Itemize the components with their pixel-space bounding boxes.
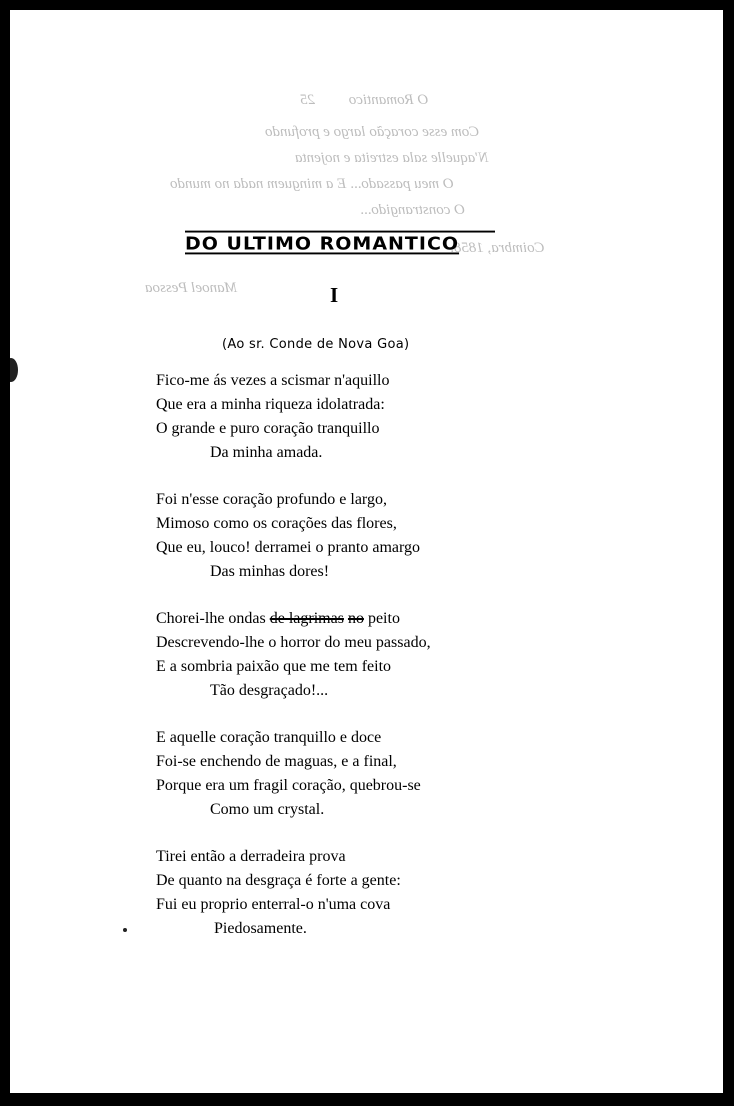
verse-text: Chorei-lhe ondas: [156, 610, 270, 627]
verse-line: Da minha amada.: [210, 444, 323, 461]
verse-text: peito: [363, 610, 400, 627]
verse-line: [156, 607, 616, 631]
verse-line: Fui eu proprio enterral-o n'uma cova: [156, 896, 391, 913]
stanza: [156, 845, 616, 941]
poem-body: [156, 369, 616, 964]
section-numeral: I: [330, 283, 339, 307]
verse-line: O grande e puro coração tranquillo: [156, 420, 380, 437]
verse-line: Descrevendo-lhe o horror do meu passado,: [156, 634, 431, 651]
verse-line: Fico-me ás vezes a scismar n'aquillo: [156, 372, 390, 389]
show-through-text: O Romantico 25 Com esse coração largo e profundo N'aquelle sala estreita e nojenta O meu passado... E a minguem nada no mundo O constrangido... Coimbra, 1858. Manoel Pessoa: [145, 92, 545, 296]
struck-text: no: [347, 610, 364, 627]
verse-line: Que era a minha riqueza idolatrada:: [156, 396, 385, 413]
verse-line: Foi n'esse coração profundo e largo,: [156, 491, 387, 508]
verse-line: E a sombria paixão que me tem feito: [156, 658, 392, 675]
book-page: [10, 10, 723, 1093]
verse-line: Foi-se enchendo de maguas, e a final,: [156, 753, 397, 770]
verse-line: Piedosamente.: [214, 920, 307, 937]
verse-line: Como um crystal.: [210, 801, 325, 818]
stanza: [156, 726, 616, 822]
struck-text: de lagrimas: [269, 610, 344, 627]
dedication: (Ao sr. Conde de Nova Goa): [222, 337, 410, 352]
stanza: [156, 369, 616, 465]
verse-line: Tirei então a derradeira prova: [156, 848, 346, 865]
stanza: [156, 607, 616, 703]
stanza: [156, 488, 616, 584]
verse-line: E aquelle coração tranquillo e doce: [156, 729, 382, 746]
verse-line: Porque era um fragil coração, quebrou-se: [156, 777, 421, 794]
verse-line: Mimoso como os corações das flores,: [156, 515, 397, 532]
ink-blot: [10, 358, 18, 382]
verse-line: Que eu, louco! derramei o pranto amargo: [156, 539, 421, 556]
ink-speck: [123, 928, 127, 932]
verse-line: Tão desgraçado!...: [210, 682, 329, 699]
verse-line: De quanto na desgraça é forte a gente:: [156, 872, 401, 889]
verse-line: Das minhas dores!: [210, 563, 330, 580]
poem-title: DO ULTIMO ROMANTICO: [185, 231, 495, 255]
